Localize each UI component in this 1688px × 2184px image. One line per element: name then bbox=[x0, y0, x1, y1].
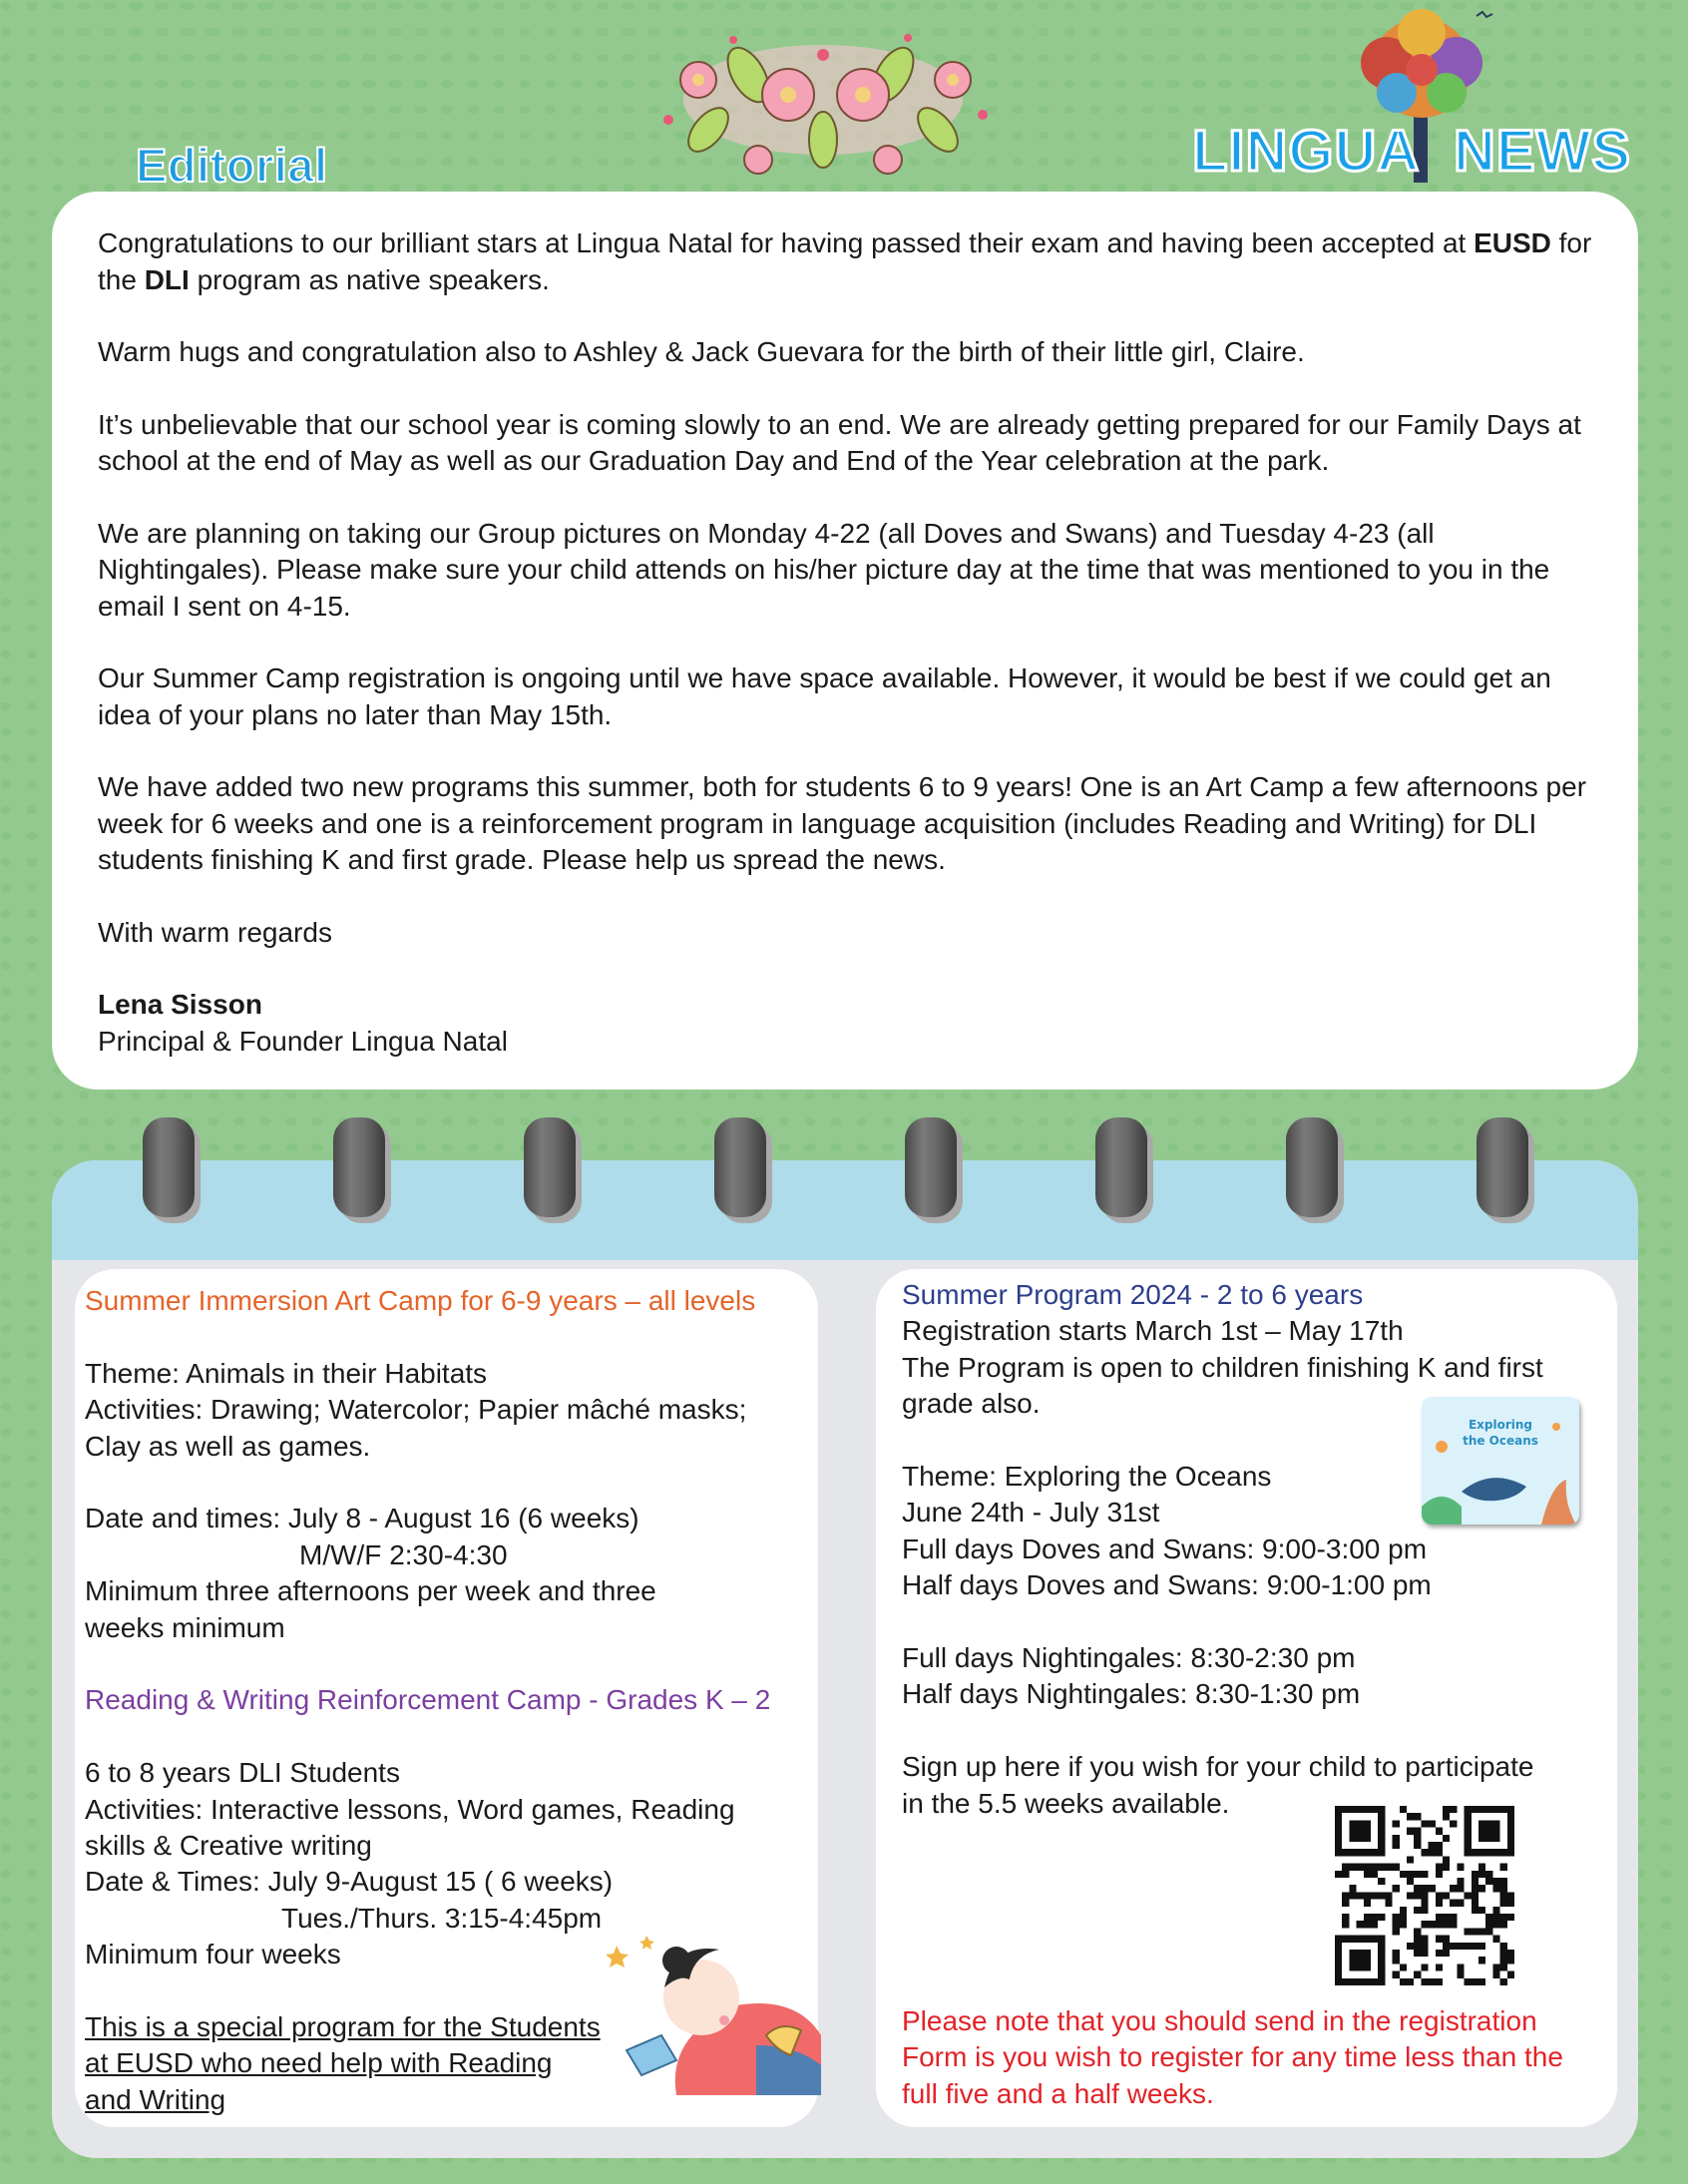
art-camp-title: Summer Immersion Art Camp for 6-9 years – all levels bbox=[85, 1285, 756, 1316]
full-days-nightingales: Full days Nightingales: 8:30-2:30 pm bbox=[902, 1642, 1356, 1674]
editorial-paragraph-3: It’s unbelievable that our school year is coming slowly to an end. We are already getting prepared for our Family Days at school at the end of May as well as our Graduation Day and End of the Year celebration at the park. bbox=[98, 408, 1581, 476]
registration-note-3: full five and a half weeks. bbox=[902, 2077, 1214, 2109]
reading-camp-minimum: Minimum four weeks bbox=[85, 1939, 341, 1970]
logo-word-news: NEWS bbox=[1454, 119, 1631, 184]
signup-text: Sign up here if you wish for your child to participate bbox=[902, 1751, 1534, 1783]
reading-camp-activities-cont: skills & Creative writing bbox=[85, 1830, 372, 1862]
art-camp-minimum-cont: weeks minimum bbox=[85, 1611, 285, 1643]
book-title-line-1: Exploring bbox=[1468, 1418, 1533, 1432]
section-title: Editorial bbox=[136, 139, 328, 192]
reading-camp-title: Reading & Writing Reinforcement Camp - Grades K – 2 bbox=[85, 1684, 771, 1716]
editorial-paragraph-5: Our Summer Camp registration is ongoing until we have space available. However, it would be best if we could get an idea of your plans no later than May 15th. bbox=[98, 662, 1551, 730]
calendar-header-band bbox=[52, 1160, 1638, 1260]
ocean-book-icon bbox=[1422, 1397, 1579, 1525]
reading-camp-note-2: at EUSD who need help with Reading bbox=[85, 2047, 553, 2079]
floral-garland-icon bbox=[638, 20, 1008, 190]
editorial-paragraph-6: We have added two new programs this summer, both for students 6 to 9 years! One is an Art Camp a few afternoons per week for 6 weeks and one is a reinforcement program in language acquisition (includes Reading and Writing) for DLI students finishing K and first grade. Please help us spread the news. bbox=[98, 771, 1587, 875]
registration-dates: Registration starts March 1st – May 17th bbox=[902, 1315, 1404, 1347]
binder-ring bbox=[333, 1117, 385, 1217]
art-camp-activities: Activities: Drawing; Watercolor; Papier mâché masks; bbox=[85, 1394, 747, 1426]
editorial-card bbox=[52, 192, 1638, 1090]
editorial-paragraph-4: We are planning on taking our Group pictures on Monday 4-22 (all Doves and Swans) and Tuesday 4-23 (all Nightingales). Please make sure your child attends on his/her picture day at the time that was mentioned to you in the email I sent on 4-15. bbox=[98, 517, 1550, 622]
reading-camp-note-3: and Writing bbox=[85, 2083, 226, 2115]
reading-camp-dates: Date & Times: July 9-August 15 ( 6 weeks) bbox=[85, 1866, 614, 1898]
program-open-text-cont: grade also. bbox=[902, 1388, 1041, 1420]
signer-title: Principal & Founder Lingua Natal bbox=[98, 1025, 508, 1057]
binder-ring bbox=[714, 1117, 766, 1217]
logo-word-lingua: LINGUA bbox=[1192, 119, 1421, 184]
lingua-news-logo bbox=[1192, 8, 1641, 188]
reading-camp-activities: Activities: Interactive lessons, Word games, Reading bbox=[85, 1793, 735, 1825]
book-title-line-2: the Oceans bbox=[1463, 1434, 1538, 1448]
half-days-nightingales: Half days Nightingales: 8:30-1:30 pm bbox=[902, 1678, 1361, 1710]
binder-ring bbox=[1286, 1117, 1338, 1217]
registration-note-2: Form is you wish to register for any time less than the bbox=[902, 2041, 1563, 2073]
full-days-doves: Full days Doves and Swans: 9:00-3:00 pm bbox=[902, 1532, 1428, 1564]
editorial-paragraph-2: Warm hugs and congratulation also to Ashley & Jack Guevara for the birth of their little girl, Claire. bbox=[98, 336, 1305, 367]
signup-text-cont: in the 5.5 weeks available. bbox=[902, 1787, 1230, 1819]
reading-camp-students: 6 to 8 years DLI Students bbox=[85, 1757, 400, 1789]
editorial-closing: With warm regards bbox=[98, 916, 332, 948]
qr-code-icon[interactable] bbox=[1335, 1806, 1514, 1985]
reading-camp-note-1: This is a special program for the Students bbox=[85, 2011, 601, 2043]
art-camp-activities-cont: Clay as well as games. bbox=[85, 1430, 371, 1462]
art-camp-times: M/W/F 2:30-4:30 bbox=[299, 1538, 508, 1570]
binder-ring bbox=[905, 1117, 957, 1217]
binder-ring bbox=[524, 1117, 576, 1217]
half-days-doves: Half days Doves and Swans: 9:00-1:00 pm bbox=[902, 1569, 1432, 1601]
binder-ring bbox=[1477, 1117, 1528, 1217]
program-theme: Theme: Exploring the Oceans bbox=[902, 1461, 1272, 1493]
program-open-text: The Program is open to children finishing K and first bbox=[902, 1351, 1543, 1383]
reading-girl-illustration bbox=[607, 1926, 821, 2095]
registration-note-1: Please note that you should send in the registration bbox=[902, 2005, 1537, 2037]
summer-program-title: Summer Program 2024 - 2 to 6 years bbox=[902, 1279, 1364, 1310]
reading-camp-times: Tues./Thurs. 3:15-4:45pm bbox=[281, 1902, 603, 1934]
binder-ring bbox=[143, 1117, 195, 1217]
signer-name: Lena Sisson bbox=[98, 989, 262, 1020]
art-camp-minimum: Minimum three afternoons per week and three bbox=[85, 1575, 656, 1607]
program-dates: June 24th - July 31st bbox=[902, 1497, 1160, 1529]
binder-ring bbox=[1095, 1117, 1147, 1217]
art-camp-dates: Date and times: July 8 - August 16 (6 weeks) bbox=[85, 1503, 639, 1534]
editorial-paragraph-1: Congratulations to our brilliant stars at Lingua Natal for having passed their exam and having been accepted at EUSD for the DLI program as native speakers. bbox=[98, 227, 1592, 295]
art-camp-theme: Theme: Animals in their Habitats bbox=[85, 1357, 488, 1389]
